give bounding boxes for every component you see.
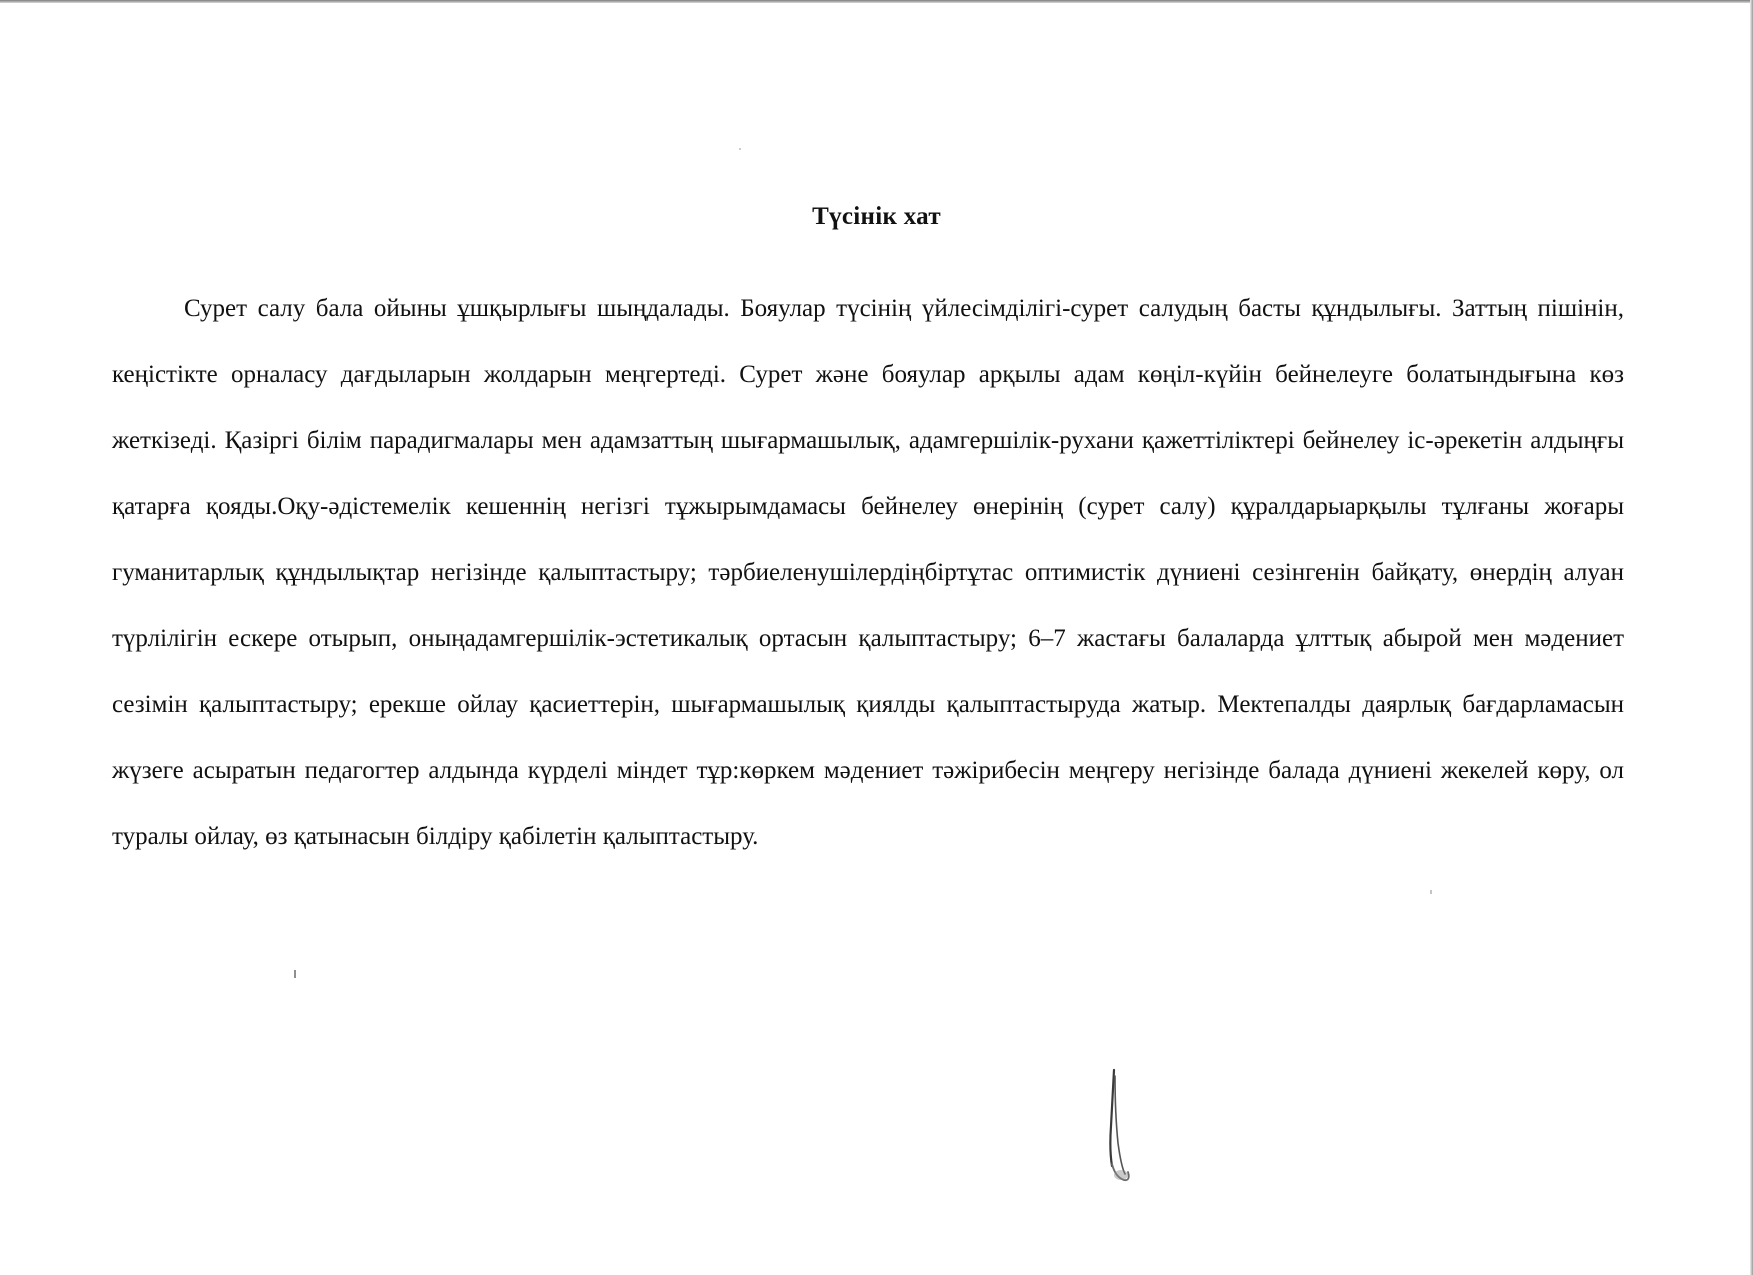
scan-speck [1430, 890, 1432, 894]
page-title: Түсінік хат [812, 203, 941, 230]
scan-speck [739, 148, 741, 150]
scan-speck [294, 970, 296, 978]
scan-edge-top [0, 0, 1753, 3]
pen-stroke-mark [1100, 1068, 1136, 1186]
body-paragraph: Сурет салу бала ойыны ұшқырлығы шыңдалады. Бояулар түсінің үйлесімділігі-сурет салудың басты құндылығы. Заттың пішінін, кеңістікте орналасу дағдыларын жолдарын меңгертеді. Сурет және бояулар арқылы адам көңіл-күйін бейнелеуге болатындығына көз жеткізеді. Қазіргі білім парадигмалары мен адамзаттың шығармашылық, адамгершілік-рухани қажеттіліктері бейнелеу іс-әрекетін алдыңғы қатарға қояды.Оқу-әдістемелік кешеннің негізгі тұжырымдамасы бейнелеу өнерінің (сурет салу) құралдарыарқылы тұлғаны жоғары гуманитарлық құндылықтар негізінде қалыптастыру; тәрбиеленушілердіңбіртұтас оптимистік дүниені сезінгенін байқату, өнердің алуан түрлілігін ескере отырып, оныңадамгершілік-эстетикалық ортасын қалыптастыру; 6–7 жастағы балаларда ұлттық абырой мен мәдениет сезімін қалыптастыру; ерекше ойлау қасиеттерін, шығармашылық қиялды қалыптастыруда жатыр. Мектепалды даярлық бағдарламасын жүзеге асыратын педагогтер алдында күрделі міндет тұр:көркем мәдениет тәжірибесін меңгеру негізінде балада дүниені жекелей көру, ол туралы ойлау, өз қатынасын білдіру қабілетін қалыптастыру. [112, 295, 1624, 850]
